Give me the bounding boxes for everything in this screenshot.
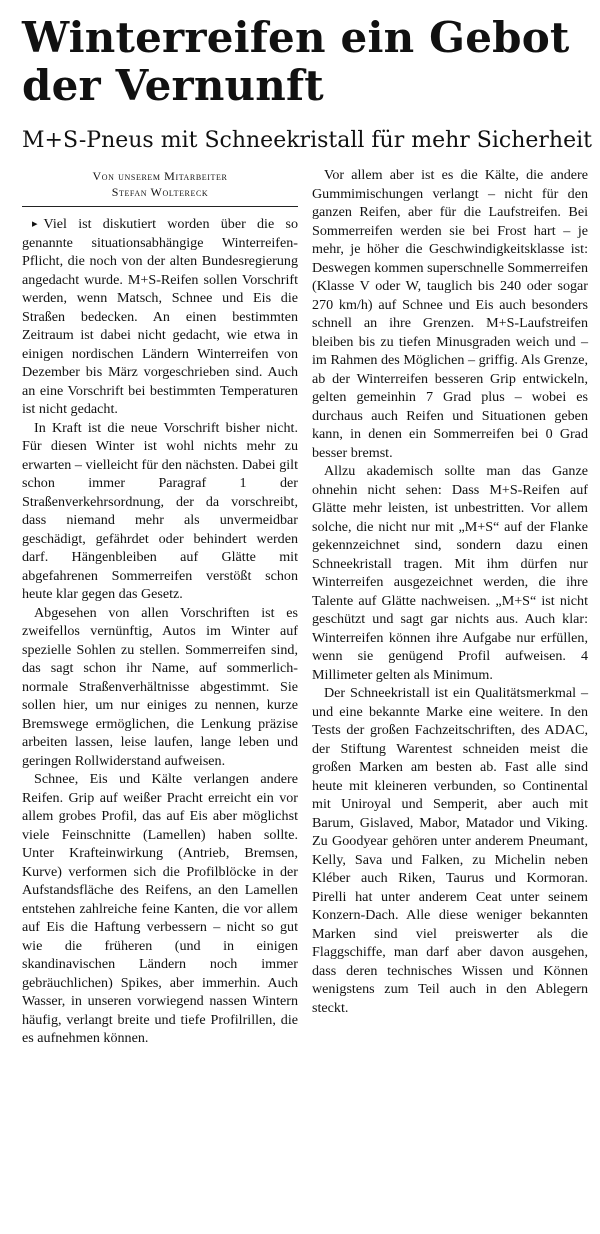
paragraph-3: Abgesehen von allen Vorschriften ist es zweifellos vernünftig, Autos im Winter auf spezielle Sohlen zu stellen. Sommerreifen sind, das sagt schon ihr Name, auf sommerlich-normale Straßenverhältnisse abgestimmt. Sie sollen hier, um nur einiges zu nennen, kurze Bremswege ermöglichen, die Lenkung präzise arbeiten lassen, leise laufen, lange leben und geringen Rollwiderstand aufweisen. <box>22 604 298 769</box>
article-columns <box>22 166 588 1048</box>
headline: Winterreifen ein Gebot der Vernunft <box>22 13 570 110</box>
subheadline: M+S-Pneus mit Schneekristall für mehr Sicherheit <box>22 128 592 153</box>
paragraph-1 <box>22 215 298 419</box>
paragraph-4: Schnee, Eis und Kälte verlangen andere Reifen. Grip auf weißer Pracht erreicht ein vor allem grobes Profil, das auf Eis aber möglichst viele Feinschnitte (Lamellen) haben sollte. Unter Krafteinwirkung (Antrieb, Bremsen, Kurve) verformen sich die Profilblöcke in der Aufstandsfläche des Reifens, an den Lamellen entstehen zahlreiche feine Kanten, die vor allem auf Eis die Haftung verbessern – nicht so gut wie die früheren (und in einigen skandinavischen Ländern noch immer gebräuchlichen) Spikes, aber immerhin. Auch Wasser, in unseren vorwiegend nassen Wintern häufig, verlangt breite und tiefe Profilrillen, die es aufnehmen können. <box>22 771 298 1046</box>
column-left <box>22 166 298 1048</box>
paragraph-1-text: Viel ist diskutiert worden über die so genannte situationsabhängige Winterreifen-Pflicht, die noch von der alten Bundesregierung angedacht wurde. M+S-Reifen sollen Vorschrift werden, wenn Matsch, Schnee und Eis die Straßen bedecken. An einen bestimmten Zeitraum ist dabei nicht gedacht, wie etwa in einigen nordischen Ländern Winterreifen von Dezember bis März vorgeschrieben sind. Auch an eine Vorschrift bei bestimmten Temperaturen ist nicht gedacht. <box>22 216 298 417</box>
byline-line-1: Von unserem Mitarbeiter <box>92 169 228 183</box>
paragraph-6: Allzu akademisch sollte man das Ganze ohnehin nicht sehen: Dass M+S-Reifen auf Glätte mehr leisten, ist unbestritten. Vor allem solche, die nicht nur mit „M+S“ auf der Flanke gekennzeichnet sind, sondern dazu einen Schneekristall tragen. Mit ihm dürfen nur Winterreifen ausgezeichnet werden, die ihre Talente auf Glätte nachweisen. „M+S“ ist nicht geschützt und sagt gar nichts aus. Auch klar: Winterreifen können ihre Aufgabe nur erfüllen, wenn sie genügend Profil aufweisen. 4 Millimeter gelten als Minimum. <box>312 463 588 683</box>
triangle-marker-icon: ▸ <box>32 218 38 230</box>
column-right <box>312 166 588 1048</box>
paragraph-2: In Kraft ist die neue Vorschrift bisher nicht. Für diesen Winter ist wohl nichts mehr zu erwarten – vielleicht für den nächsten. Dabei gilt schon immer Paragraf 1 der Straßenverkehrsordnung, der da vorschreibt, dass niemand mehr als unvermeidbar geschädigt, gefährdet oder behindert werden darf. Hängenbleiben auf Glätte mit abgefahrenen Sommerreifen verstößt schon heute klar gegen das Gesetz. <box>22 419 298 602</box>
paragraph-5: Vor allem aber ist es die Kälte, die andere Gummimischungen verlangt – nicht für den ganzen Reifen, aber für die Laufstreifen. Bei Sommerreifen werden sie bei Frost hart – je mehr, je höher die Geschwindigkeitsklasse ist: Deswegen kommen superschnelle Sommerreifen (Klasse V oder W, tauglich bis 240 oder sogar 270 km/h) auf Schnee und Eis auch besonders schnell an ihre Grenzen. M+S-Laufstreifen bleiben bis zu tiefen Minusgraden weich und – im Rahmen des Möglichen – griffig. Als Grenze, ab der Winterreifen besseren Grip entwickeln, gelten gemeinhin 7 Grad plus – wobei es durchaus auch Reifen und Situationen geben kann, in denen ein Sommerreifen bei 0 Grad besser bremst. <box>312 167 588 461</box>
byline-line-2: Stefan Woltereck <box>111 185 209 199</box>
paragraph-7: Der Schneekristall ist ein Qualitätsmerkmal – und eine bekannte Marke eine weitere. In den Tests der großen Fachzeitschriften, des ADAC, der Stiftung Warentest schneiden meist die großen Marken am besten ab. Fast alle sind heute mit kleineren verbunden, so Continental mit Uniroyal und Semperit, aber auch mit Barum, Gislaved, Mabor, Matador und Viking. Zu Goodyear gehören unter anderem Pneumant, Kelly, Sava und Falken, zu Michelin neben Kléber auch Riken, Taurus und Kormoran. Pirelli hat unter anderem Ceat unter seinem Konzern-Dach. Alle diese weniger bekannten Marken sind viel preiswerter als die Flaggschiffe, man darf aber davon ausgehen, dass deren technisches Wissen und Können wenigstens zum Teil auch in den Ablegern steckt. <box>312 685 588 1016</box>
byline <box>22 166 298 207</box>
